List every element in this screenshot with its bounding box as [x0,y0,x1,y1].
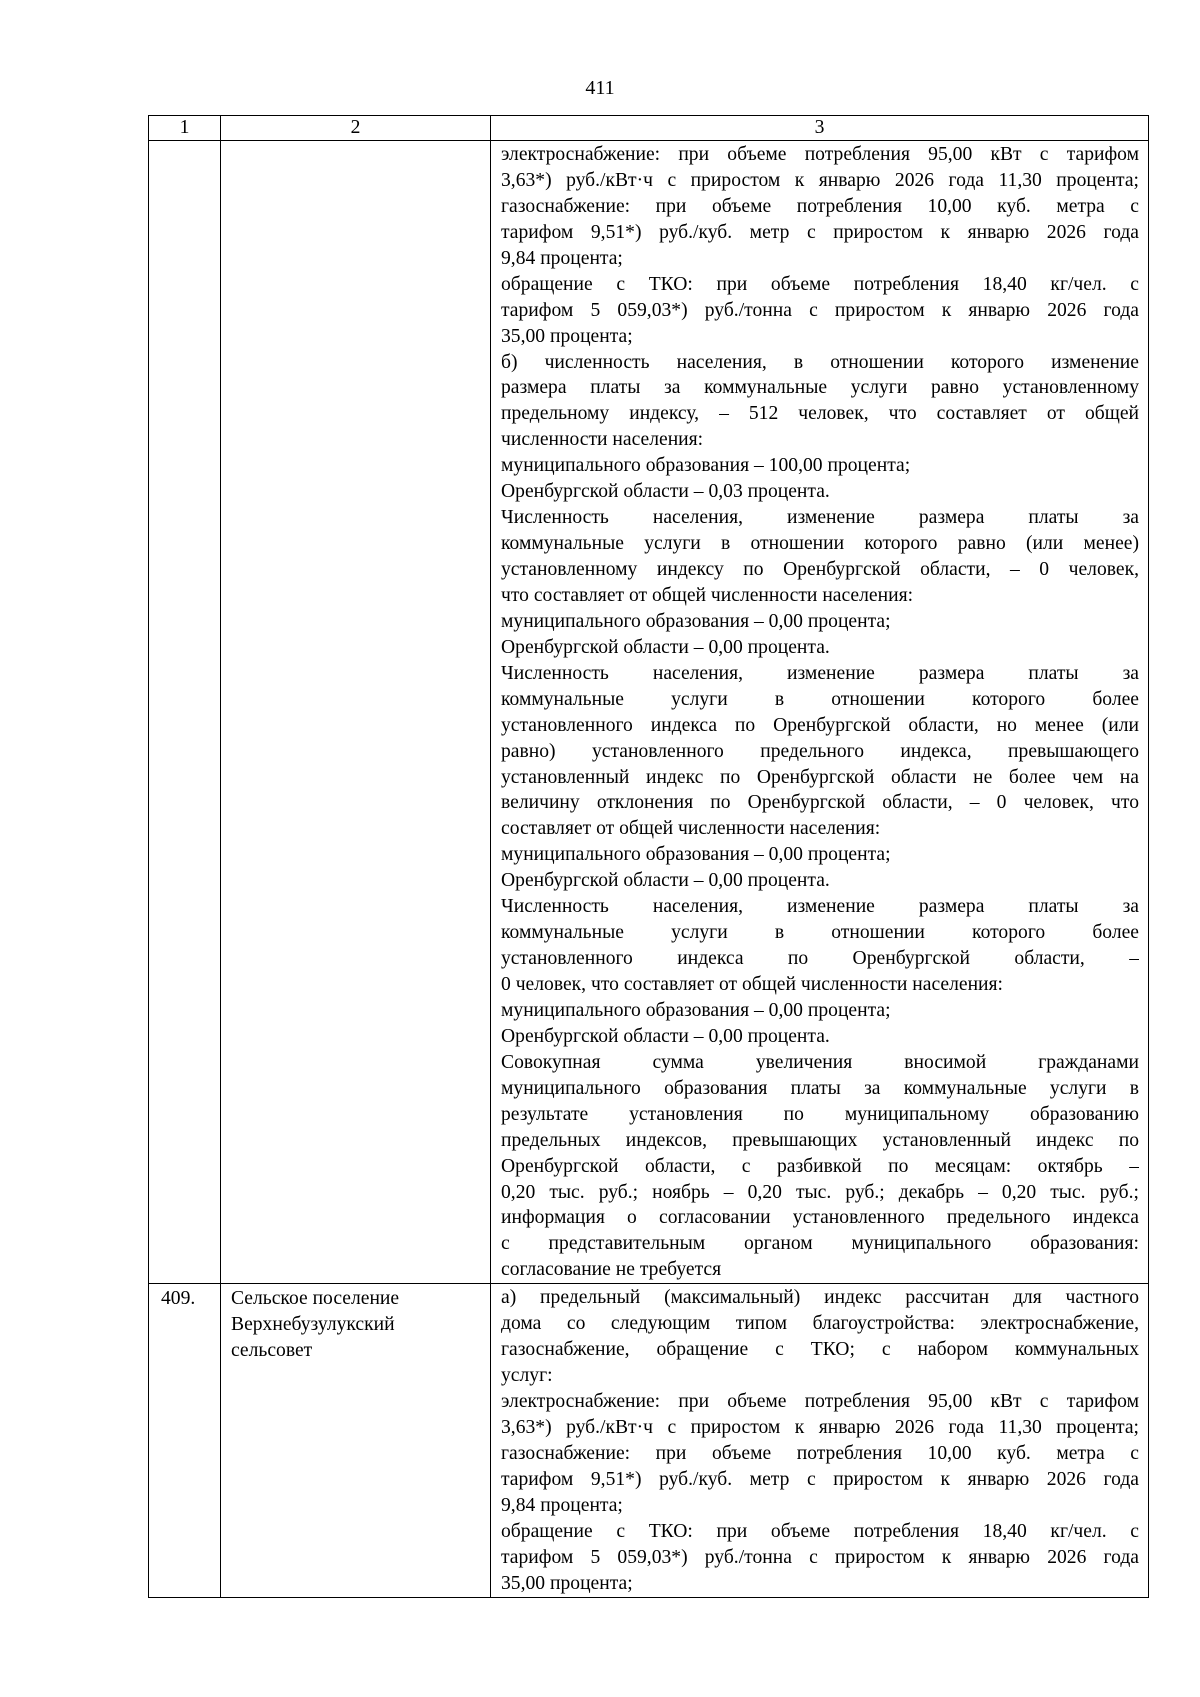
description-line: Численность населения, изменение размера платы за [501,662,1139,684]
description-line: а) предельный (максимальный) индекс рассчитан для частного [501,1287,1139,1309]
description-line: тарифом 9,51*) руб./куб. метр с приростом к январю 2026 года [501,1468,1139,1490]
description-line: установленного индекса по Оренбургской области, но менее (или [501,714,1139,736]
index-description [491,141,1149,1284]
description-line: численности населения: [501,429,704,451]
description-line: обращение с ТКО: при объеме потребления 18,40 кг/чел. с [501,1520,1139,1542]
description-line: коммунальные услуги в отношении которого более [501,688,1139,710]
description-line: электроснабжение: при объеме потребления 95,00 кВт с тарифом [501,144,1139,165]
description-line: Численность населения, изменение размера платы за [501,507,1139,529]
description-line: согласование не требуется [501,1259,722,1281]
description-line: установленный индекс по Оренбургской области не более чем на [501,766,1139,788]
description-line: размера платы за коммунальные услуги равно установленному [501,377,1139,399]
table-row [149,1284,1149,1597]
description-line: 35,00 процента; [501,1572,633,1594]
municipality-name [221,141,491,1284]
description-line: обращение с ТКО: при объеме потребления 18,40 кг/чел. с [501,273,1139,295]
description-line: величину отклонения по Оренбургской области, – 0 человек, что [501,792,1139,814]
description-line: муниципального образования платы за коммунальные услуги в [501,1077,1139,1099]
row-number: 409. [149,1284,221,1597]
description-line: установленному индексу по Оренбургской области, – 0 человек, [501,559,1139,580]
description-line: Оренбургской области – 0,00 процента. [501,1025,830,1047]
description-line: 0 человек, что составляет от общей численности населения: [501,974,1004,995]
row-number [149,141,221,1284]
description-line: тарифом 9,51*) руб./куб. метр с приростом к январю 2026 года [501,221,1139,243]
description-line: Оренбургской области – 0,03 процента. [501,481,830,503]
municipal-index-table [148,115,1149,1598]
municipality-name-line: Верхнебузулукский [231,1314,395,1336]
description-line: результате установления по муниципальному образованию [501,1103,1139,1125]
description-line: газоснабжение: при объеме потребления 10,00 куб. метра с [501,1442,1139,1464]
column-header-3: 3 [491,116,1149,141]
municipality-name [221,1284,491,1597]
municipality-name-line: Сельское поселение [231,1288,400,1310]
description-line: тарифом 5 059,03*) руб./тонна с приростом к январю 2026 года [501,299,1139,321]
description-line: муниципального образования – 0,00 процента; [501,844,891,866]
description-line: с представительным органом муниципального образования: [501,1233,1139,1255]
description-line: равно) установленного предельного индекса, превышающего [501,740,1139,762]
description-line: информация о согласовании установленного предельного индекса [501,1207,1139,1229]
description-line: 0,20 тыс. руб.; ноябрь – 0,20 тыс. руб.; декабрь – 0,20 тыс. руб.; [501,1181,1139,1203]
description-line: что составляет от общей численности населения: [501,584,914,606]
description-line: муниципального образования – 0,00 процента; [501,610,891,632]
description-line: муниципального образования – 100,00 процента; [501,455,911,477]
description-line: коммунальные услуги в отношении которого более [501,922,1139,944]
description-line: 9,84 процента; [501,247,623,269]
description-line: муниципального образования – 0,00 процента; [501,999,891,1021]
description-line: Оренбургской области – 0,00 процента. [501,636,830,658]
description-line: составляет от общей численности населения: [501,818,881,840]
description-line: дома со следующим типом благоустройства: электроснабжение, [501,1313,1139,1335]
description-line: 3,63*) руб./кВт·ч с приростом к январю 2026 года 11,30 процента; [501,169,1139,191]
description-line: б) численность населения, в отношении которого изменение [501,351,1139,373]
description-line: Оренбургской области – 0,00 процента. [501,870,830,892]
description-line: 35,00 процента; [501,325,633,347]
description-line: Численность населения, изменение размера платы за [501,896,1139,918]
description-line: газоснабжение, обращение с ТКО; с набором коммунальных [501,1339,1139,1361]
page-number: 411 [585,77,615,99]
description-line: предельных индексов, превышающих установленный индекс по [501,1129,1139,1151]
description-line: предельному индексу, – 512 человек, что составляет от общей [501,403,1139,425]
index-description [491,1284,1149,1597]
column-header-1: 1 [149,116,221,141]
description-line: Совокупная сумма увеличения вносимой гражданами [501,1051,1139,1073]
description-line: 9,84 процента; [501,1494,623,1516]
description-line: Оренбургской области, с разбивкой по месяцам: октябрь – [501,1155,1139,1177]
table-header-row [149,116,1149,141]
description-line: тарифом 5 059,03*) руб./тонна с приростом к январю 2026 года [501,1546,1139,1568]
description-line: газоснабжение: при объеме потребления 10,00 куб. метра с [501,195,1139,217]
description-line: электроснабжение: при объеме потребления 95,00 кВт с тарифом [501,1391,1139,1412]
column-header-2: 2 [221,116,491,141]
description-line: установленного индекса по Оренбургской области, – [501,948,1139,970]
table-row [149,141,1149,1284]
description-line: услуг: [501,1365,553,1387]
description-line: коммунальные услуги в отношении которого равно (или менее) [501,533,1139,555]
description-line: 3,63*) руб./кВт·ч с приростом к январю 2026 года 11,30 процента; [501,1416,1139,1438]
municipality-name-line: сельсовет [231,1340,313,1362]
